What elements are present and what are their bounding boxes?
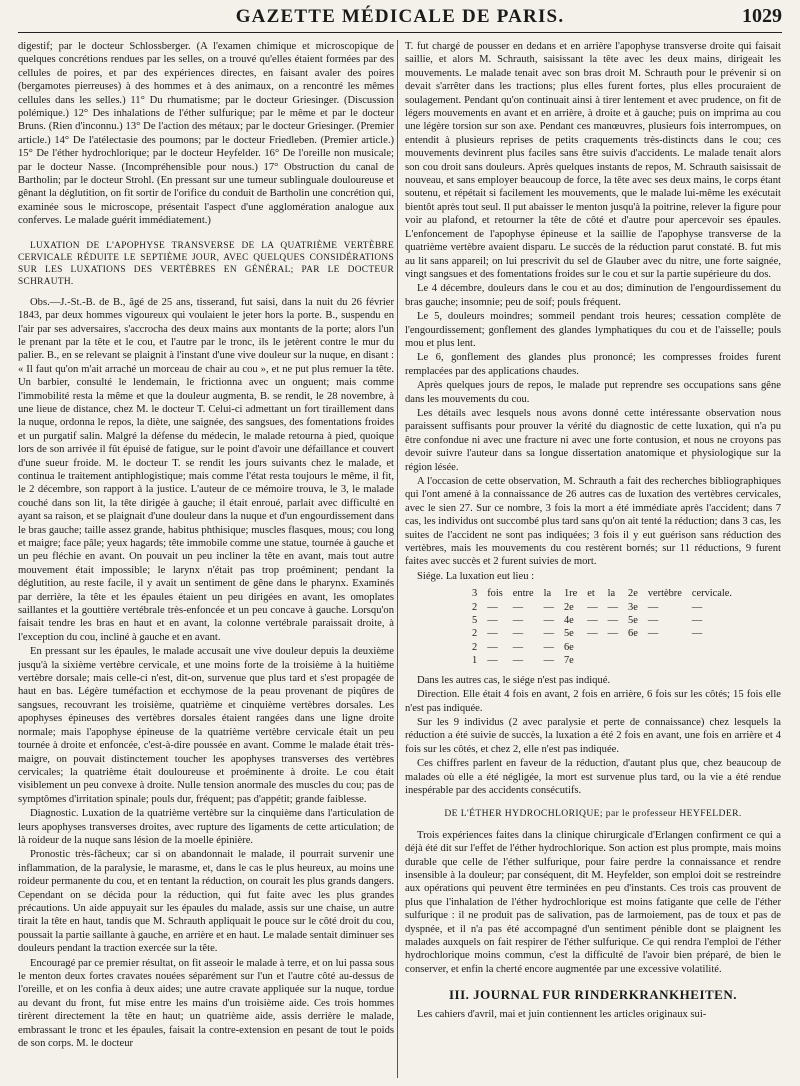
- siege-cell: 7e: [563, 655, 574, 667]
- siege-table: [467, 587, 737, 667]
- siege-cell: [623, 654, 643, 667]
- siege-cell: —: [691, 615, 703, 627]
- siege-cell: et: [587, 588, 595, 600]
- siege-cell: 5e: [628, 615, 638, 627]
- siege-cell: —: [487, 615, 498, 627]
- siege-cell: —: [512, 655, 524, 667]
- siege-cell: 1: [472, 655, 478, 667]
- siege-cell: —: [587, 615, 598, 627]
- siege-row: [467, 601, 737, 614]
- paragraph: Après quelques jours de repos, le malade put reprendre ses occupations sans gêne dans les mouvements du cou.: [405, 380, 781, 405]
- paragraph: A l'occasion de cette observation, M. Schrauth a fait des recherches bibliographiques qui l'ont amené à la connaissance de 26 autres cas de luxation des vertèbres cervicales, avec le sien 27. Sur ce nombre, 3 fois la mort a été immédiate après l'accident; dans 7 cas, les individus ont succombé plus tard sans qu'on ait tenté la réduction; dans 3 cas, les suites de l'accident ne sont pas indiquées; 3 fois il y eut guérison sans réduction des vertèbres, mais les mouvements du cou restèrent bornés; sur 11 réductions, 9 furent faites avec succès et 2 furent suivies de mort.: [405, 476, 781, 568]
- siege-cell: —: [691, 628, 703, 640]
- siege-cell: vertèbre: [647, 588, 682, 600]
- siege-cell: —: [543, 628, 554, 640]
- siege-cell: —: [647, 615, 659, 627]
- siege-cell: —: [647, 628, 659, 640]
- siege-cell: 4e: [563, 615, 574, 627]
- page-number: 1029: [742, 5, 782, 27]
- paragraph: Trois expériences faites dans la clinique chirurgicale d'Erlangen confirment ce qui a déjà été dit sur l'effet de l'éther hydrochlorique. Son action est plus prompte, mais moins durable que celle de l'éther sulfurique, pour faire perdre la connaissance et rendre insensible à la douleur; par conséquent, dit M. Heyfelder, son emploi doit se restreindre aux opérations qui peuvent être terminées en peu d'instants. Ces trois cas prouvent de plus que l'inhalation de l'éther hydrochlorique est moins fatigante que celle de l'éther sulfurique : il ne produit pas de salivation, pas de larmoiement, pas de toux et pas de dyspnée, et il n'a pas été accompagné d'un sentiment pénible dont se plaignent les malades auxquels on fait respirer de l'éther sulfurique. Ce qui rendra l'emploi de l'éther hydrochlorique moins commun, c'est la difficulté de l'avoir bien préparé, de bien le conserver, et enfin la cherté encore augmentée par une excessive volatilité.: [405, 829, 781, 975]
- siege-cell: 3e: [628, 601, 638, 613]
- article-heading: LUXATION DE L'APOPHYSE TRANSVERSE DE LA QUATRIÈME VERTÈBRE CERVICALE RÉDUITE LE SEPTIÈME JOUR, AVEC QUELQUES CONSIDÉRATIONS SUR LES LUXATIONS DES VERTÈBRES EN GÉNÉRAL; PAR LE DOCTEUR SCHRAUTH.: [18, 240, 394, 287]
- siege-cell: [582, 654, 602, 667]
- siege-cell: —: [691, 601, 703, 613]
- paragraph: T. fut chargé de pousser en dedans et en arrière l'apophyse transverse droite qui faisait saillie, et alors M. Schrauth, saisissant la tête avec les deux mains, dirigeait les mouvements. Le malade tenait avec son bras droit M. Schrauth pour le prévenir si on devait s'arrêter dans les tractions; plus elles furent fortes, plus elles procuraient de soulagement. Pendant qu'on continuait ainsi à tirer lentement et avec prudence, on fit de légers mouvements en avant et en arrière, à droite et à gauche; puis on imprima au cou une légère torsion sur son axe. Pendant ces manœuvres, plusieurs fois interrompues, on entendit à plusieurs reprises de petits craquements très-distincts dans le cou; ces mouvements devinrent plus faciles sans être suivis d'accidents. Le malade tenait alors son cou droit sans douleurs. Après quelques instants de repos, M. Schrauth saisissait de nouveau, et sans employer beaucoup de force, la tête avec ses deux mains, le corps étant soutenu, et répétait si facilement les mouvements, que le malade lui-même les exécutait bientôt après tout seul. Il put abaisser le menton jusqu'à la poitrine, relever la figure pour voir au plafond, et retourner la tête de côté et d'autre pour apercevoir ses épaules. L'enfoncement de l'apophyse épineuse et la saillie de l'apophyse transverse de la quatrième vertèbre avaient disparu. Le succès de la réduction parut constaté. B. fut mis au lit sans appareil; on lui prescrivit du sel de Glauber avec du nitre, une forte saignée, vingt sangsues et des fomentations froides sur le cou et sur la partie supérieure du dos.: [405, 41, 781, 280]
- siege-cell: 2e: [563, 601, 574, 613]
- siege-cell: —: [607, 628, 619, 640]
- siege-cell: —: [543, 615, 554, 627]
- siege-row: [467, 627, 737, 640]
- siege-row: [467, 614, 737, 627]
- siege-cell: 2e: [628, 588, 638, 600]
- paragraph: digestif; par le docteur Schlossberger. (A l'examen chimique et microscopique de quelques concrétions rendues par les selles, on a trouvé qu'elles étaient formées par des cellules de poires, et par des expériences directes, en faisant avaler des poires (bergamotes pierreuses) à des hommes et à des animaux, on a rencontré les mêmes cellules dans les selles.) 11° Du rhumatisme; par le docteur Griesinger. (Discussion polémique.) 12° Des inhalations de l'éther sulfurique; par le même et par le docteur Bruns. (Rien d'inconnu.) 13° De l'action des métaux; par le docteur Griesinger. (Premier article.) 14° De l'atélectasie des poumons; par le docteur Friedleben. (Premier article.) 15° De l'éther hydrochlorique; par le docteur Heyfelder. 16° De l'oreille non musicale; par le docteur Nasse. (Incompréhensible pour nous.) 17° Obstruction du canal de Bartholin; par le docteur Strohl. (En pressant sur une tumeur sublinguale douloureuse et gênant la déglutition, on fit sortir de l'orifice du conduit de Bartholin une concrétion qui, examinée sous le microscope, présentait l'aspect d'une agglomération analogue aux conferves. Le malade guérit immédiatement.): [18, 41, 394, 227]
- column-divider: [397, 40, 398, 1078]
- page-header: [18, 2, 782, 33]
- siege-cell: —: [647, 601, 659, 613]
- paragraph: Dans les autres cas, le siége n'est pas indiqué.: [417, 674, 611, 686]
- siege-cell: [687, 654, 737, 667]
- paragraph: Direction. Elle était 4 fois en avant, 2 fois en arrière, 6 fois sur les côtés; 15 fois elle n'est pas indiquée.: [405, 689, 781, 714]
- siege-cell: [643, 654, 687, 667]
- paragraph: En pressant sur les épaules, le malade accusait une vive douleur depuis la deuxième jusqu'à la sixième vertèbre cervicale, et une moins forte de la troisième à la huitième vertèbre dorsale; mais celle-ci n'est, dit-on, survenue que plus tard et s'est propagée de haut en bas. Légère tuméfaction et ecchymose de la peau provenant de piqûres de sangsues, recouvrant les troisième, quatrième et cinquième vertèbres dorsales. Les apophyses épineuses des vertèbres dorsales étaient rangées dans une ligne droite normale; mais l'apophyse épineuse de la quatrième vertèbre cervicale était un peu tournée à droite et enfoncée, c'est-à-dire poussée en avant. Comme le malade était très-maigre, on pouvait distinctement toucher les apophyses transverses des vertèbres cervicales; la quatrième était douloureuse et proéminente à droite. Le cou était visiblement un peu convexe à droite. Nulle tension anormale des muscles du cou; pas de symptômes d'irritation spinale; pouls dur, fréquent; pas d'appétit; grande faiblesse.: [18, 646, 394, 805]
- siege-cell: 1re: [563, 588, 578, 600]
- section-heading: III. JOURNAL FUR RINDERKRANKHEITEN.: [448, 987, 737, 1003]
- siege-cell: —: [587, 628, 598, 640]
- paragraph: Diagnostic. Luxation de la quatrième vertèbre sur la cinquième dans l'articulation de leurs apophyses transverses droites, avec rupture des ligaments de cette articulation; de là roideur de la nuque sans lésion de la moelle épinière.: [18, 808, 394, 846]
- siege-cell: [582, 641, 602, 654]
- siege-cell: la: [607, 588, 616, 600]
- right-column: [405, 40, 781, 1080]
- article-subheading: DE L'ÉTHER HYDROCHLORIQUE; par le professeur HEYFELDER.: [444, 808, 742, 820]
- journal-title: GAZETTE MÉDICALE DE PARIS.: [235, 6, 565, 27]
- paragraph: Les détails avec lesquels nous avons donné cette intéressante observation nous paraissent suffisants pour prouver la vérité du diagnostic de cette luxation, qui n'a pu être confondue ni avec une fracture ni avec une forte contusion, et nous ne croyons pas devoir suivre l'auteur dans sa longue dissertation anatomique et physiologique sur la région lésée.: [405, 407, 781, 473]
- siege-cell: cervicale.: [691, 588, 732, 600]
- siege-cell: —: [543, 641, 554, 653]
- siege-cell: [603, 641, 623, 654]
- siege-cell: —: [487, 628, 498, 640]
- siege-cell: 5e: [563, 628, 574, 640]
- siege-cell: —: [543, 655, 554, 667]
- siege-cell: —: [607, 601, 619, 613]
- left-column: [18, 40, 394, 1080]
- siege-cell: —: [512, 615, 524, 627]
- siege-row: [467, 587, 737, 600]
- paragraph: Encouragé par ce premier résultat, on fit asseoir le malade à terre, et on lui passa sous le menton deux fortes cravates nouées séparément sur l'un et l'autre côté au-dessus de l'oreille, et on les confia à deux aides; une autre cravate appliquée sur la nuque, tordue au devant du front, fut mise entre les mains d'un troisième aide. Ces trois hommes tirèrent directement la tête en haut; un quatrième aide, assis derrière le malade, embrassant le tronc et les épaules, faisait la contre-extension en pesant de tout le poids de son corps. M. le docteur: [18, 957, 394, 1050]
- siege-cell: [643, 641, 687, 654]
- siege-cell: 3: [472, 588, 478, 600]
- siege-cell: —: [512, 641, 524, 653]
- siege-cell: 6e: [563, 641, 574, 653]
- siege-cell: fois: [487, 588, 503, 600]
- siege-row: [467, 641, 737, 654]
- siege-cell: —: [512, 601, 524, 613]
- siege-cell: —: [587, 601, 598, 613]
- siege-label: Siége. La luxation eut lieu :: [417, 570, 535, 582]
- siege-cell: 5: [472, 615, 478, 627]
- siege-cell: —: [487, 641, 498, 653]
- siege-cell: —: [512, 628, 524, 640]
- paragraph: Sur les 9 individus (2 avec paralysie et perte de connaissance) chez lesquels la réduction a été suivie de succès, la luxation a été 2 fois en avant, une fois en arrière et 4 fois sur les côtés, et chez 2, elle n'est pas indiquée.: [405, 716, 781, 755]
- siege-cell: entre: [512, 588, 534, 600]
- paragraph: Ces chiffres parlent en faveur de la réduction, d'autant plus que, chez beaucoup de malades où elle a été négligée, la mort est survenue plus tard, ou la vie a été rendue inespérable par des accidents consécutifs.: [405, 758, 781, 796]
- siege-cell: 2: [472, 601, 478, 613]
- siege-cell: —: [543, 601, 554, 613]
- siege-row: [467, 654, 737, 667]
- siege-cell: [623, 641, 643, 654]
- siege-cell: 6e: [628, 628, 638, 640]
- siege-cell: [687, 641, 737, 654]
- siege-cell: —: [487, 655, 498, 667]
- paragraph: Le 6, gonflement des glandes plus prononcé; les compresses froides furent remplacées par des applications chaudes.: [405, 352, 781, 377]
- paragraph: Le 5, douleurs moindres; sommeil pendant trois heures; cessation complète de l'engourdissement; gonflement des glandes lymphatiques du cou et de l'aisselle; pouls mou et plus lent.: [405, 311, 781, 349]
- siege-cell: —: [607, 615, 619, 627]
- siege-cell: —: [487, 601, 498, 613]
- paragraph: Les cahiers d'avril, mai et juin contiennent les articles originaux sui-: [417, 1008, 707, 1020]
- siege-cell: [603, 654, 623, 667]
- siege-cell: la: [543, 588, 552, 600]
- siege-cell: 2: [472, 641, 478, 653]
- paragraph: Obs.—J.-St.-B. de B., âgé de 25 ans, tisserand, fut saisi, dans la nuit du 26 février 1843, par deux hommes vigoureux qui voulaient le jeter hors la porte. B., suspendu en l'air par ses adversaires, s'accrocha des deux mains aux montants de la porte; alors l'un le prenant par la tête et le cou, et l'autre par le tronc, ils le jetèrent contre le mur du palier. B., en se relevant se plaignit à l'instant d'une vive douleur sur la nuque, en disant : « Il faut qu'on m'ait arraché un morceau de chair au cou », et ne put plus remuer la tête. Un barbier, consulté le lendemain, le frictionna avec un onguent; mais comme l'immobilité resta la même et que la douleur augmenta, B. se rendit, le 28 novembre, à une lieue de distance, chez M. le docteur T. Celui-ci admettant un fort tiraillement dans la nuque, ordonna le repos, la diète, une saignée, des sangsues, des fomentations froides et un purgatif salin. Malgré la défense du médecin, le malade retourna à pied, quoique lors de son arrivée il fût épuisé de fatigue, sur le point d'avoir une défaillance et couvert d'une sueur froide. M. le docteur T. se rendit les jours suivants chez le malade, et continua le traitement antiphlogistique; mais comme l'état resta toujours le même, il fit, le 2 décembre, son rapport à la justice. L'auteur de ce mémoire trouva, le 3, le malade couché dans son lit, la tête dirigée à gauche; il était enroué, parlait avec difficulté en ayant sa raison, et se plaignait d'une douleur dans la nuque et d'un engourdissement dans le bras gauche; taille assez grande, habitus phthisique; muscles flasques, mous; cou long et maigre; face pâle; yeux hagards; tête immobile comme une statue, tournée à gauche et un peu fléchie en avant. On pouvait un peu incliner la tête en avant, mais tout autre mouvement était impossible; le larynx n'était pas trop proéminent; pendant la déglutition, au reste facile, il y avait un sentiment de gêne dans le pharynx. Examinés par derrière, la tête et les épaules étaient un peu dirigées en avant, les omoplates saillantes et la gouttière vertébrale très-enfoncée et un peu concave à gauche. Lorsqu'on faisait tendre les bras en haut et en avant, la colonne vertébrale paraissait droite, à l'exception du cou, incliné à gauche et en avant.: [18, 296, 394, 643]
- paragraph: Le 4 décembre, douleurs dans le cou et au dos; diminution de l'engourdissement du bras gauche; insomnie; peu de soif; pouls fréquent.: [405, 283, 781, 308]
- siege-cell: 2: [472, 628, 478, 640]
- paragraph: Pronostic très-fâcheux; car si on abandonnait le malade, il pourrait survenir une inflammation, de la paralysie, le marasme, et, dans le cas le plus heureux, au moins une roideur permanente du cou, et en tentant la réduction, on courait les plus grands dangers. Cependant on se décida pour la réduction, qui fut faite avec les plus grandes précautions. Un aide appuyait sur les épaules du malade, assis sur une chaise, un autre tirait la tête en haut, tandis que M. Schrauth appliquait le pouce sur le côté droit du cou, poussait la partie saillante à gauche, en arrière et en haut. Le malade sentait diminuer ses douleurs pendant la traction exercée sur la tête.: [18, 849, 394, 955]
